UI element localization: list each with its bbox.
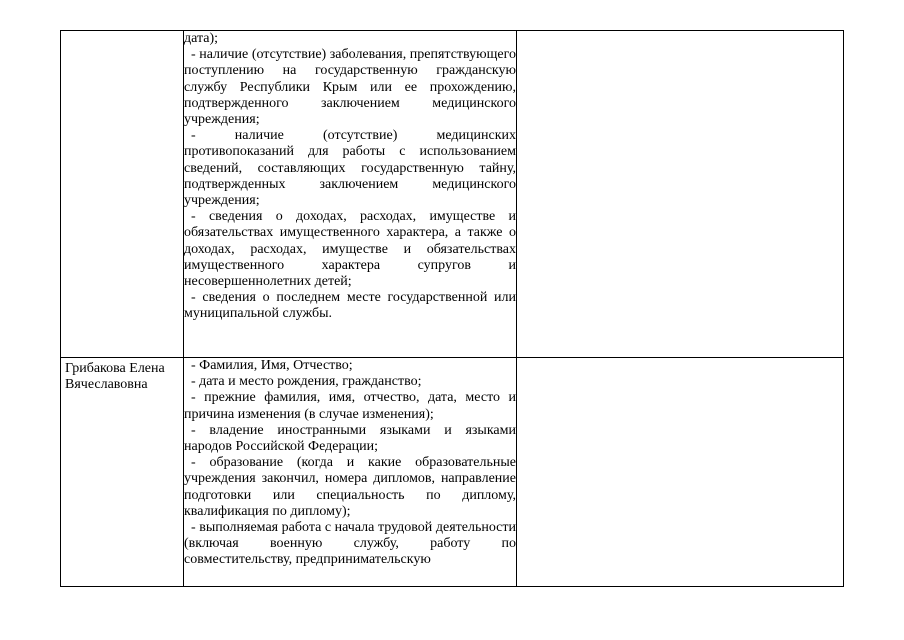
document-item: - образование (когда и какие образовательные учреждения закончил, номера дипломов, направление подготовки или специальность по диплому, квалификация по диплому); [184, 455, 516, 519]
document-item: - прежние фамилия, имя, отчество, дата, место и причина изменения (в случае изменения); [184, 390, 516, 422]
person-name-cell [61, 358, 184, 587]
document-item: дата); [184, 31, 219, 46]
person-name [61, 31, 183, 34]
document-item: - владение иностранными языками и языками народов Российской Федерации; [184, 422, 516, 455]
document-item: - Фамилия, Имя, Отчество; [191, 358, 353, 373]
table-row [61, 31, 844, 358]
table-row [61, 358, 844, 587]
documents-cell [184, 358, 517, 587]
person-name: Грибакова Елена Вячеславовна [65, 361, 165, 393]
person-name-cell [61, 31, 184, 358]
document-item: - выполняемая работа с начала трудовой деятельности (включая военную службу, работу по совместительству, предпринимательскую [184, 520, 516, 568]
note-cell [517, 358, 844, 587]
document-table [60, 30, 844, 587]
document-item: - дата и место рождения, гражданство; [191, 374, 422, 390]
documents-cell [184, 31, 517, 358]
document-item: - сведения о доходах, расходах, имуществе и обязательствах имущественного характера, а также о доходах, расходах, имуществе и обязательствах имущественного характера супругов и несовершеннолетних детей; [184, 209, 516, 290]
note-cell [517, 31, 844, 358]
document-item: - сведения о последнем месте государственной или муниципальной службы. [184, 290, 516, 322]
document-item: - наличие (отсутствие) заболевания, препятствующего поступлению на государственную гражданскую службу Республики Крым или ее прохождению, подтвержденного заключением медицинского учреждения; [184, 47, 516, 128]
document-item: - наличие (отсутствие) медицинских противопоказаний для работы с использованием сведений, составляющих государственную тайну, подтвержденных заключением медицинского учреждения; [184, 128, 516, 209]
